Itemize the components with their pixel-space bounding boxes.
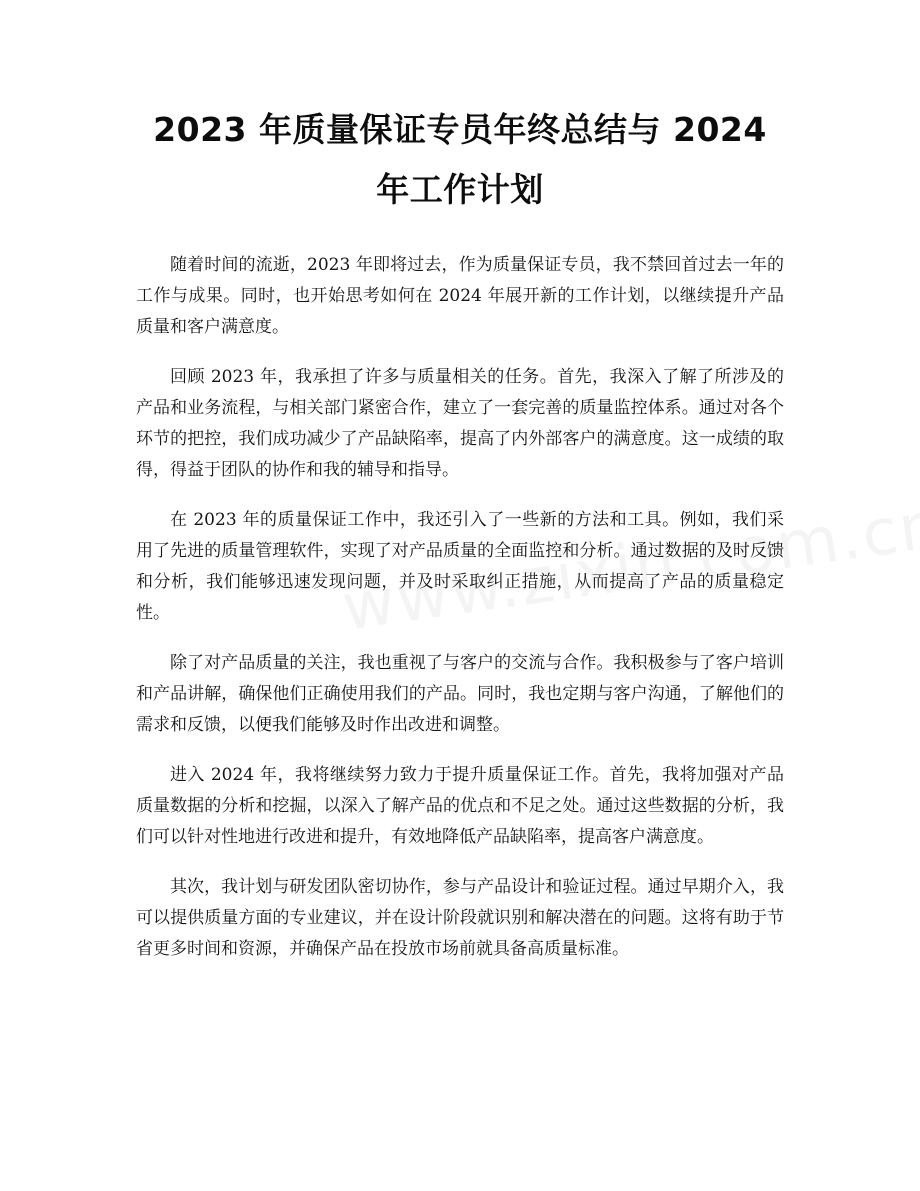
- paragraph-5: 进入 2024 年，我将继续努力致力于提升质量保证工作。首先，我将加强对产品质量数据的分析和挖掘，以深入了解产品的优点和不足之处。通过这些数据的分析，我们可以针对性地进行改进和提升，有效地降低产品缺陷率，提高客户满意度。: [136, 765, 784, 847]
- paragraph-6: 其次，我计划与研发团队密切协作，参与产品设计和验证过程。通过早期介入，我可以提供质量方面的专业建议，并在设计阶段就识别和解决潜在的问题。这将有助于节省更多时间和资源，并确保产品在投放市场前就具备高质量标准。: [136, 877, 784, 959]
- document-title: 2023 年质量保证专员年终总结与 2024 年工作计划: [153, 110, 767, 209]
- paragraph-4: 除了对产品质量的关注，我也重视了与客户的交流与合作。我积极参与了客户培训和产品讲解，确保他们正确使用我们的产品。同时，我也定期与客户沟通，了解他们的需求和反馈，以便我们能够及时作出改进和调整。: [136, 653, 784, 735]
- document-body: [136, 250, 784, 965]
- paragraph-1: 随着时间的流逝，2023 年即将过去，作为质量保证专员，我不禁回首过去一年的工作与成果。同时，也开始思考如何在 2024 年展开新的工作计划，以继续提升产品质量和客户满意度。: [136, 255, 784, 337]
- paragraph-2: 回顾 2023 年，我承担了许多与质量相关的任务。首先，我深入了解了所涉及的产品和业务流程，与相关部门紧密合作，建立了一套完善的质量监控体系。通过对各个环节的把控，我们成功减少了产品缺陷率，提高了内外部客户的满意度。这一成绩的取得，得益于团队的协作和我的辅导和指导。: [136, 367, 784, 480]
- paragraph-3: 在 2023 年的质量保证工作中，我还引入了一些新的方法和工具。例如，我们采用了先进的质量管理软件，实现了对产品质量的全面监控和分析。通过数据的及时反馈和分析，我们能够迅速发现问题，并及时采取纠正措施，从而提高了产品的质量稳定性。: [136, 510, 784, 623]
